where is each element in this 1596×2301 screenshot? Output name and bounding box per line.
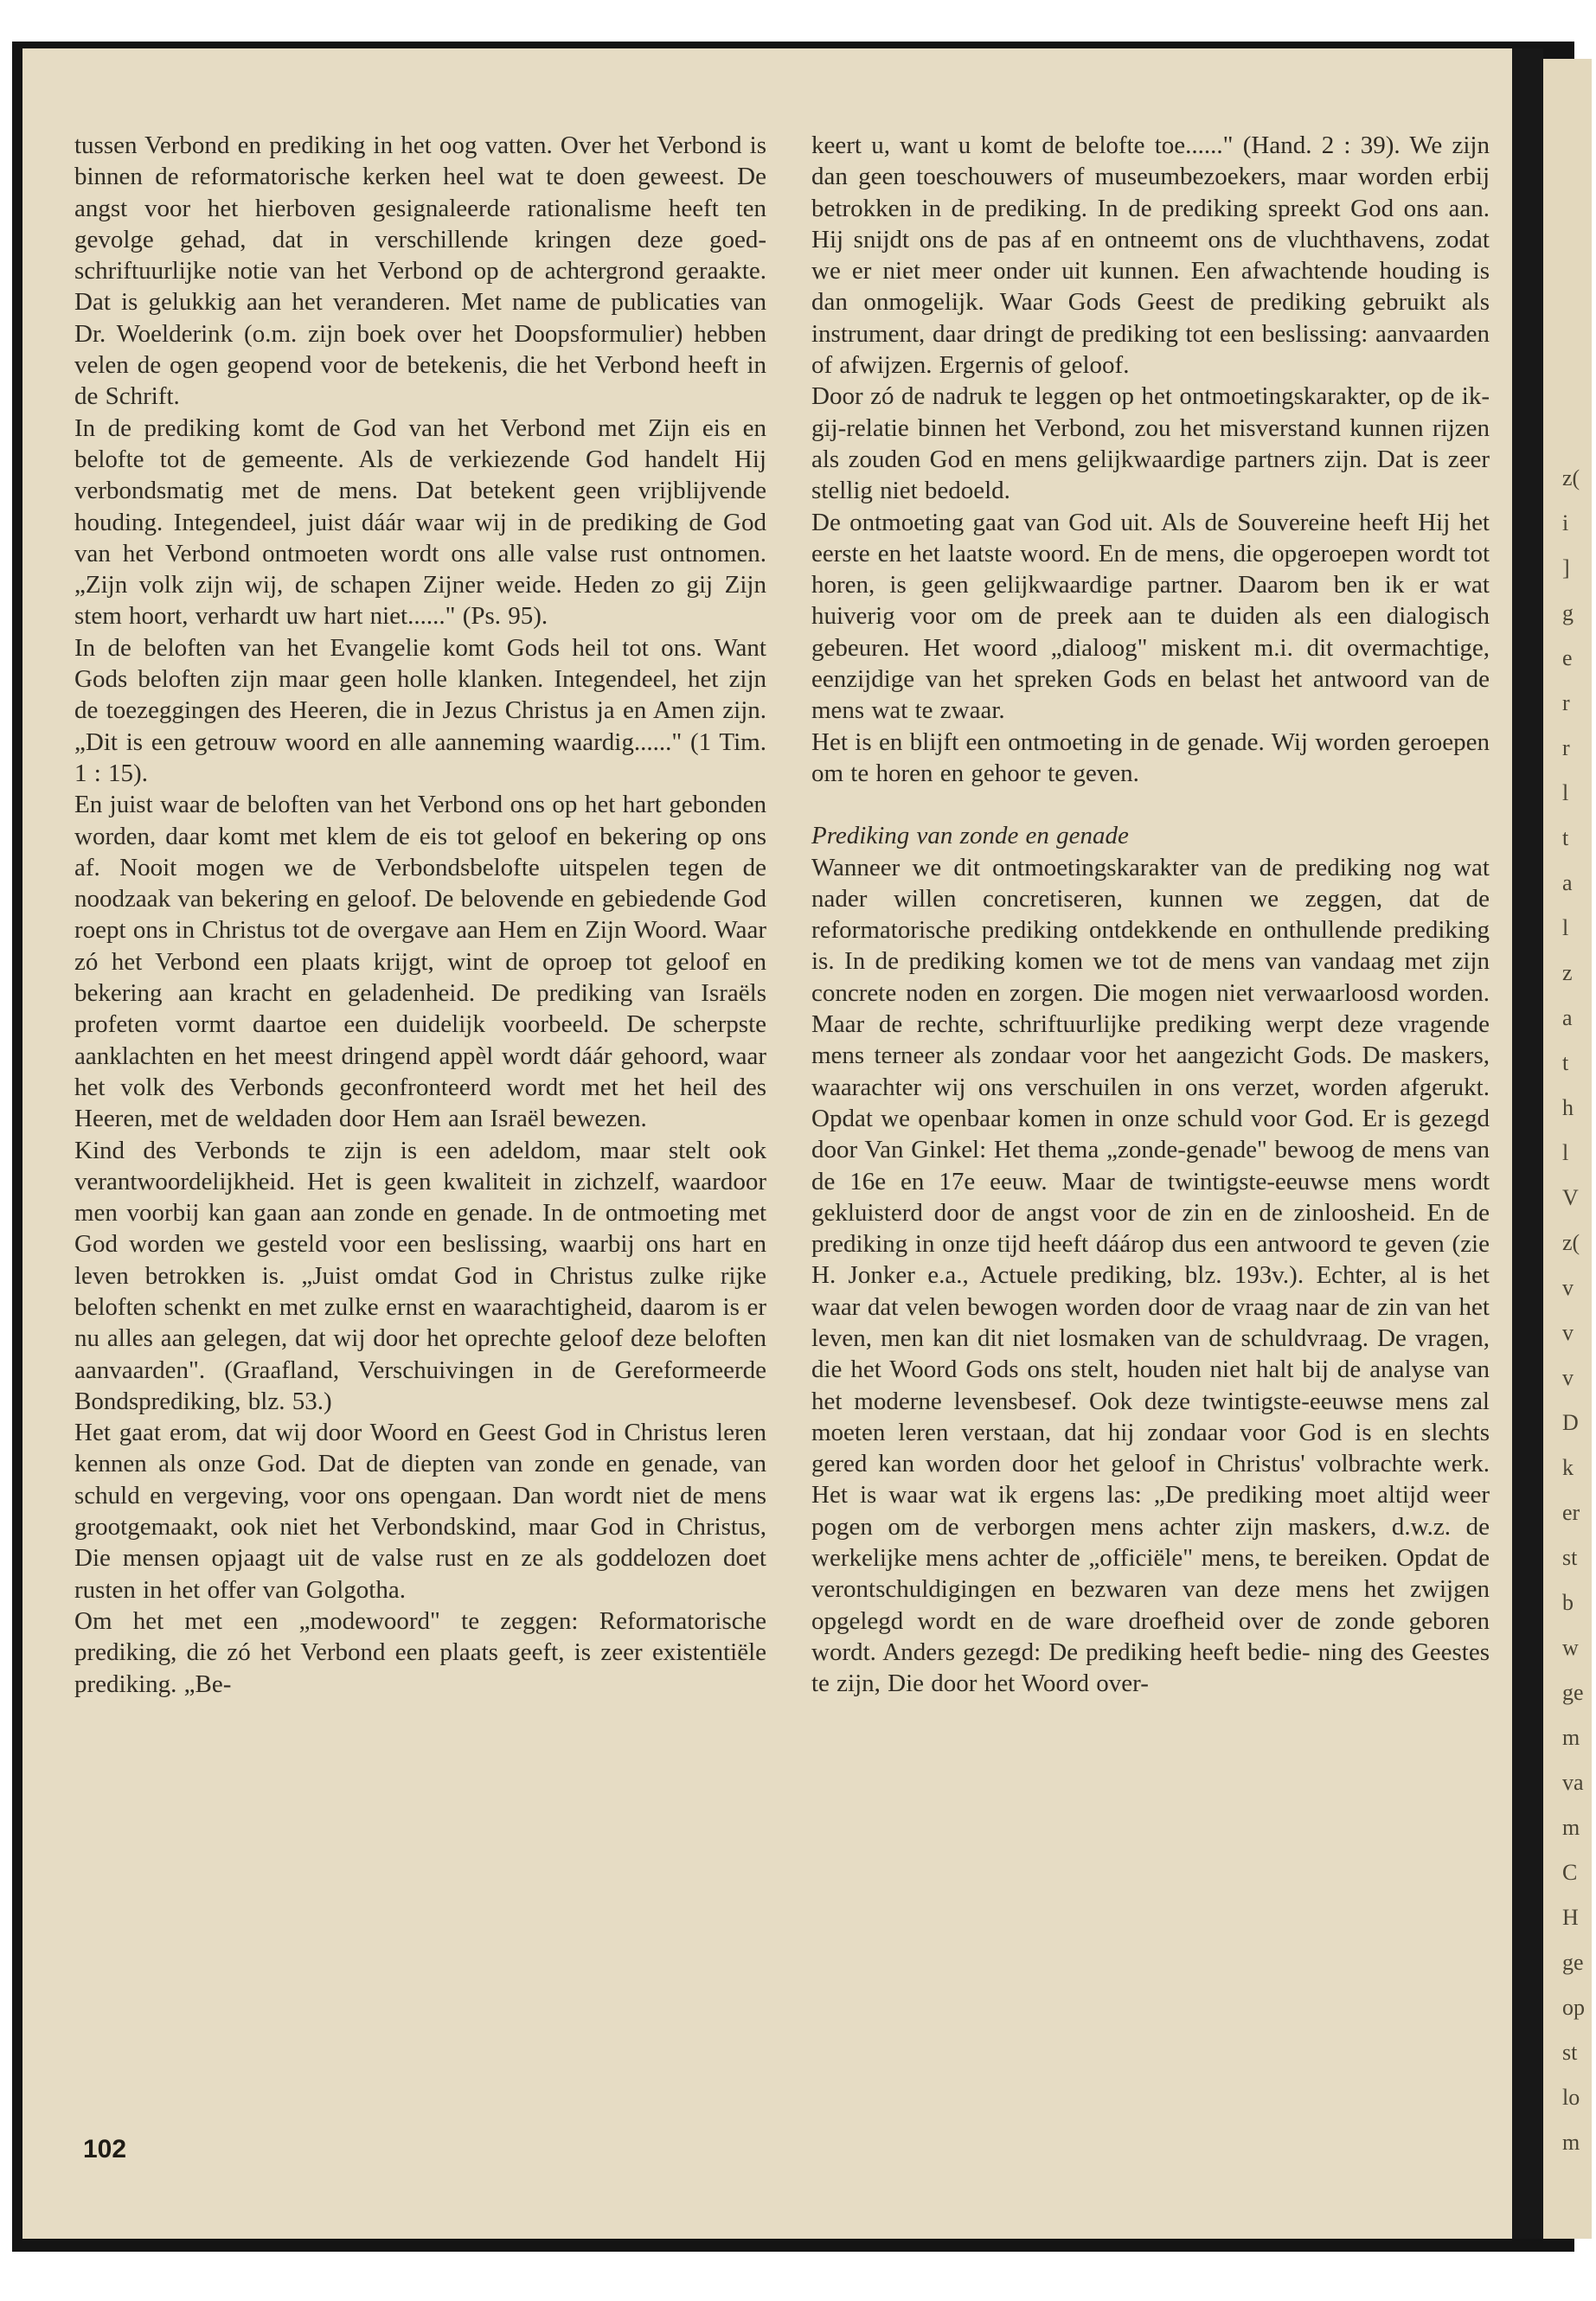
- next-page-fragment: op: [1562, 1995, 1585, 2020]
- next-page-fragment: r: [1562, 690, 1570, 715]
- next-page-fragment: lo: [1562, 2085, 1580, 2110]
- next-page-fragment: z(: [1562, 1230, 1580, 1255]
- right-column-paragraph: Door zó de nadruk te leggen op het ontmoetingskarakter, op de ik-gij-relatie binnen het Verbond, zou het misverstand kunnen rijzen als zouden God en mens gelijkwaardige partners zijn. Dat is zeer stellig niet bedoeld.: [811, 382, 1490, 505]
- next-page-fragment: ge: [1562, 1680, 1584, 1705]
- next-page-fragment: i: [1562, 510, 1569, 535]
- next-page-edge: [1543, 59, 1592, 2239]
- next-page-fragment: g: [1562, 600, 1574, 625]
- next-page-fragment: w: [1562, 1635, 1579, 1660]
- left-column: [74, 130, 766, 1700]
- next-page-fragment: a: [1562, 870, 1573, 895]
- left-column-paragraph: In de prediking komt de God van het Verbond met Zijn eis en belofte tot de gemeente. Als de verkiezende God handelt Hij verbondsmatig met de mens. Dat betekent geen vrijblijvende houding. Integendeel, juist dáár waar wij in de prediking de God van het Verbond ontmoeten wordt ons alle valse rust ontnomen. „Zijn volk zijn wij, de schapen Zijner weide. Heden zo gij Zijn stem hoort, verhardt uw hart niet......" (Ps. 95).: [74, 413, 766, 631]
- next-page-fragment: v: [1562, 1365, 1574, 1390]
- next-page-fragment: h: [1562, 1095, 1574, 1120]
- next-page-fragment: va: [1562, 1770, 1584, 1795]
- next-page-fragment: m: [1562, 1815, 1580, 1840]
- next-page-fragment: st: [1562, 2040, 1578, 2065]
- next-page-fragment: r: [1562, 735, 1570, 760]
- book-gutter: [1512, 48, 1543, 2239]
- next-page-fragment: m: [1562, 2130, 1580, 2155]
- next-page-fragment: t: [1562, 825, 1569, 850]
- next-page-fragment: v: [1562, 1275, 1574, 1300]
- next-page-fragment: z: [1562, 960, 1573, 985]
- right-column-paragraph: Wanneer we dit ontmoetingskarakter van de prediking nog wat nader willen concretiseren, kunnen we zeggen, dat de reformatorische prediking ontdekkende en onthullende prediking is. In de prediking komen we tot de mens van vandaag met zijn concrete noden en zorgen. Die mogen niet verwaarloosd worden. Maar de rechte, schriftuurlijke prediking werpt deze vragende mens terneer als zondaar voor het aangezicht Gods. De maskers, waarachter wij ons verschuilen in ons verzet, worden afgerukt. Opdat we openbaar komen in onze schuld voor God. Er is gezegd door Van Ginkel: Het thema „zonde-genade" bewoog de mens van de 16e en 17e eeuw. Maar de twintigste-eeuwse mens wordt gekluisterd door de angst voor de zin en de zinloosheid. En de prediking in onze tijd heeft dáárop dus een antwoord te geven (zie H. Jonker e.a., Actuele prediking, blz. 193v.). Echter, al is het waar dat velen bewogen worden door de vraag naar de zin van het leven, men kan dit niet losmaken van de schuldvraag. De vragen, die het Woord Gods ons stelt, houden niet halt bij de analyse van het moderne levensbesef. Ook deze twintigste-eeuwse mens zal moeten leren verstaan, dat hij zondaar voor God is en slechts gered kan worden door het geloof in Christus' volbrachte werk. Het is waar wat ik ergens las: „De prediking moet altijd weer pogen om de verborgen mens achter zijn maskers, d.w.z. de werkelijke mens achter de „officiële" mens, te bereiken. Opdat de verontschuldigingen en bezwaren van deze mens het zwijgen opgelegd wordt en de ware droefheid over de zonde geboren wordt. Anders gezegd: De prediking heeft bedie- ning des Geestes te zijn, Die door het Woord over-: [811, 853, 1490, 1698]
- page-number: 102: [83, 2135, 127, 2163]
- next-page-fragment: st: [1562, 1545, 1578, 1570]
- right-column-paragraph: Het is en blijft een ontmoeting in de genade. Wij worden geroepen om te horen en gehoor te geven.: [811, 727, 1490, 787]
- next-page-fragment: H: [1562, 1905, 1579, 1930]
- right-column-paragraph: keert u, want u komt de belofte toe......" (Hand. 2 : 39). We zijn dan geen toeschouwers of museumbezoekers, maar worden erbij betrokken in de prediking. In de prediking spreekt God ons aan. Hij snijdt ons de pas af en ontneemt ons de vluchthavens, zodat we er niet meer onder uit kunnen. Een afwachtende houding is dan onmogelijk. Waar Gods Geest de prediking gebruikt als instrument, daar dringt de prediking tot een beslissing: aanvaarden of afwijzen. Ergernis of geloof.: [811, 131, 1490, 380]
- next-page-fragment: e: [1562, 645, 1573, 670]
- right-column-section: [811, 852, 1490, 1700]
- left-column-paragraph: tussen Verbond en prediking in het oog vatten. Over het Verbond is binnen de reformatorische kerken heel wat te doen geweest. De angst voor het hierboven gesignaleerde rationalisme heeft ten gevolge gehad, dat in verschillende kringen deze goed-schriftuurlijke notie van het Verbond op de achtergrond geraakte. Dat is gelukkig aan het veranderen. Met name de publicaties van Dr. Woelderink (o.m. zijn boek over het Doopsformulier) hebben velen de ogen geopend voor de betekenis, die het Verbond heeft in de Schrift.: [74, 131, 766, 411]
- next-page-fragment: t: [1562, 1050, 1569, 1075]
- left-column-paragraph: Om het met een „modewoord" te zeggen: Reformatorische prediking, die zó het Verbond een plaats geeft, is zeer existentiële prediking. „Be-: [74, 1606, 766, 1698]
- section-heading: Prediking van zonde en genade: [811, 822, 1129, 850]
- left-column-paragraph: Kind des Verbonds te zijn is een adeldom, maar stelt ook verantwoordelijkheid. Het is geen kwaliteit in zichzelf, waardoor men voorbij kan gaan aan zonde en genade. In de ontmoeting met God worden we gesteld voor een beslissing, waarbij ons hart en leven betrokken is. „Juist omdat God in Christus zulke rijke beloften schenkt en met zulke ernst en waarachtigheid, daarom is er nu alles aan gelegen, dat wij door het oprechte geloof deze beloften aanvaarden". (Graafland, Verschuivingen in de Gereformeerde Bondsprediking, blz. 53.): [74, 1136, 766, 1415]
- next-page-fragment: V: [1562, 1185, 1579, 1210]
- next-page-fragment: ]: [1562, 555, 1570, 580]
- next-page-fragment: C: [1562, 1860, 1578, 1885]
- left-column-paragraph: In de beloften van het Evangelie komt Gods heil tot ons. Want Gods beloften zijn maar geen holle klanken. Integendeel, het zijn de toezeggingen des Heeren, die in Jezus Christus ja en Amen zijn. „Dit is een getrouw woord en alle aanneming waardig......" (1 Tim. 1 : 15).: [74, 633, 766, 787]
- left-column-paragraph: En juist waar de beloften van het Verbond ons op het hart gebonden worden, daar komt met klem de eis tot geloof en bekering op ons af. Nooit mogen we de Verbondsbelofte uitspelen tegen de noodzaak van bekering en geloof. De belovende en gebiedende God roept ons in Christus tot de overgave aan Hem en Zijn Woord. Waar zó het Verbond een plaats krijgt, wint de oproep tot geloof en bekering aan kracht en geladenheid. De prediking van Israëls profeten vormt daartoe een duidelijk voorbeeld. De scherpste aanklachten en het meest dringend appèl wordt dáár gehoord, waar het volk des Verbonds geconfronteerd wordt met het heil des Heeren, met de weldaden door Hem aan Israël bewezen.: [74, 791, 766, 1133]
- next-page-fragment: l: [1562, 780, 1569, 805]
- next-page-fragment: m: [1562, 1725, 1580, 1750]
- next-page-fragment: D: [1562, 1410, 1579, 1435]
- next-page-fragment: a: [1562, 1005, 1573, 1030]
- next-page-fragment: er: [1562, 1500, 1580, 1525]
- next-page-fragment: k: [1562, 1455, 1574, 1480]
- next-page-fragment: l: [1562, 915, 1569, 940]
- next-page-fragment: l: [1562, 1140, 1569, 1165]
- left-column-paragraph: Het gaat erom, dat wij door Woord en Geest God in Christus leren kennen als onze God. Dat de diepten van zonde en genade, van schuld en vergeving, voor ons opengaan. Dan wordt niet de mens grootgemaakt, ook niet het Verbondskind, maar God in Christus, Die mensen opjaagt uit de valse rust en ze als goddelozen doet rusten in het offer van Golgotha.: [74, 1419, 766, 1604]
- right-column-paragraph: De ontmoeting gaat van God uit. Als de Souvereine heeft Hij het eerste en het laatste woord. En de mens, die opgeroepen wordt tot horen, is geen gelijkwaardige partner. Daarom ben ik er wat huiverig voor om de preek aan te duiden als een dialogisch gebeuren. Het woord „dialoog" miskent m.i. dit overmachtige, eenzijdige van het spreken Gods en belast het antwoord van de mens wat te zwaar.: [811, 508, 1490, 725]
- next-page-fragment: z(: [1562, 465, 1580, 490]
- next-page-fragment: b: [1562, 1590, 1574, 1615]
- right-column-intro: [811, 130, 1490, 789]
- next-page-fragment: ge: [1562, 1950, 1584, 1975]
- next-page-fragment: v: [1562, 1320, 1574, 1345]
- right-column: [811, 130, 1490, 1700]
